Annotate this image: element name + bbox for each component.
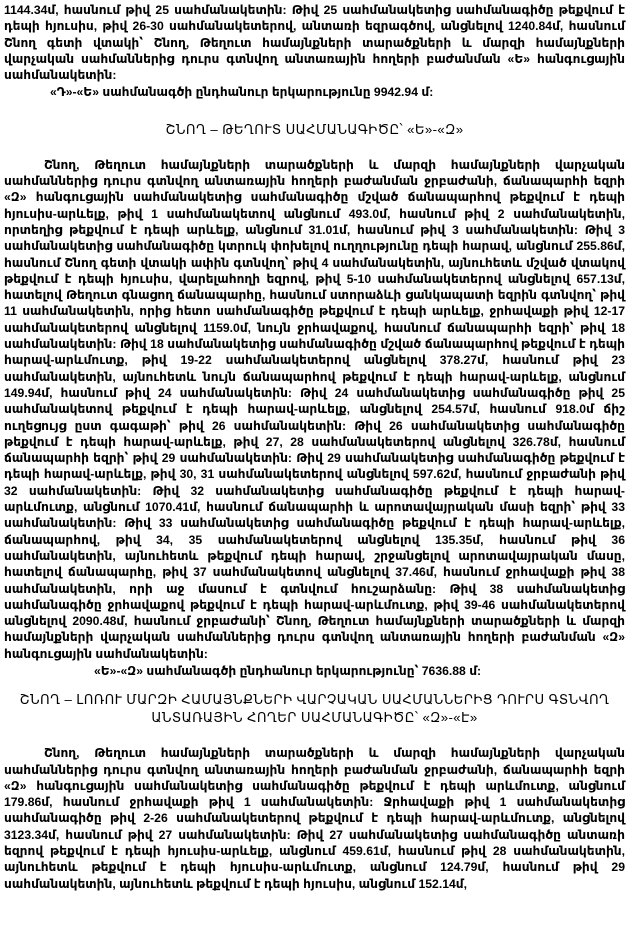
intro-paragraph: 1144.34մ, հասնում թիվ 25 սահմանակետին: Թիվ 25 սահմանակետից սահմանագիծը թեքվում է դեպի հյուսիս, թիվ 26-30 սահմանակետերով, անտառի եզրագծով, անցնելով 1240.84մ, հասնում Շնող գետի վտակի՝ Շնող, Թեղուտ համայնքների տարածքների և մարզի համայնքների վարչական սահմաններից դուրս գտնվող անտառային հողերի բաժանման «Ե» հանգուցային սահմանակետին: bbox=[4, 3, 625, 83]
intro-total-length: «Դ»-«Ե» սահմանագծի ընդհանուր երկարությունը 9942.94 մ: bbox=[50, 85, 434, 100]
spacer bbox=[4, 679, 625, 691]
section-1-paragraph: Շնող, Թեղուտ համայնքների տարածքների և մարզի համայնքների վարչական սահմաններից դուրս գտնվող անտառային հողերի բաժանման ջրբաժանի, ճանապարհի եզրի «Զ» հանգուցային սահմանակետից սահմանագիծը մշված ճանապարհով թեքվում է դեպի հյուսիս-արևելք, թիվ 1 սահմանակետով անցնում 493.0մ, հասնում թիվ 2 սահմանակետին, որտեղից թեքվում է դեպի արևելք, անցնում 31.01մ, հասնում թիվ 3 սահմանակետին: Թիվ 3 սահմանակետից սահմանագիծը կտրուկ փոխելով ուղղությունը դեպի հարավ, անցնում 255.86մ, հասնում Շնող գետի վտակի ափին գտնվող՝ թիվ 4 սահմանակետին, այնուհետև մշված վտակով թեքվում է դեպի հյուսիս, վարելահողի եզրով, թիվ 5-10 սահմանակետերով անցնելով 657.13մ, հատելով Թեղուտ գնացող ճանապարհը, հասնում ստորաձևի ցանկապատի եզրին գտնվող՝ թիվ 11 սահմանակետին, որից հետո սահմանագիծը թեքվում է դեպի արևելք, ջրհավաքի թիվ 12-17 սահմանակետերով անցնելով 1159.0մ, նույն ջրհավաքով, հասնում ճանապարհի եզրի՝ թիվ 18 սահմանակետին: Թիվ 18 սահմանակետից սահմանագիծը մշված ճանապարհով թեքվում է դեպի հարավ-արևմուտք, թիվ 19-22 սահմանակետերով անցնելով 378.27մ, հասնում թիվ 23 սահմանակետին, այնուհետև նույն ճանապարհով թեքվում է դեպի հարավ-արևելք, անցնում 149.94մ, հասնում թիվ 24 սահմանակետին: Թիվ 24 սահմանակետից սահմանագիծը թիվ 25 սահմանակետով թեքվում է դեպի հարավ-արևելք, անցնելով 254.57մ, հասնում 918.0մ ճիշ ուղեցույց ըստ գագաթի՝ թիվ 26 սահմանակետին: Թիվ 26 սահմանակետից սահմանագիծը թեքվում է դեպի հարավ-արևելք, թիվ 27, 28 սահմանակետերով անցնելով 326.78մ, հասնում ճանապարհի եզրի՝ թիվ 29 սահմանակետին: Թիվ 29 սահմանակետից սահմանագիծը թեքվում է դեպի հարավ-արևելք, թիվ 30, 31 սահմանակետերով անցնելով 597.62մ, հասնում ջրբաժանի թիվ 32 սահմանակետին: Թիվ 32 սահմանակետից սահմանագիծը թեքվում է դեպի հարավ-արևմուտք, անցնում 1070.41մ, հասնում ճանապարհի և արոտավայրական մասի եզրի՝ թիվ 33 սահմանակետին: Թիվ 33 սահմանակետից սահմանագիծը թեքվում է դեպի հարավ-արևելք, ճանապարհով, թիվ 34, 35 սահմանակետերով անցնելով 135.35մ, հասնում թիվ 36 սահմանակետին, այնուհետև թեքվում դեպի հարավ, շրջանցելով արոտավայրական մասը, հատելով ճանապարհը, թիվ 37 սահմանակետով անցնելով 37.46մ, հասնում ջրհավաքի թիվ 38 սահմանակետին, որի աջ մասում է գտնվում հուշարձանը: Թիվ 38 սահմանակետից սահմանագիծը ջրհավաքով թեքվում է դեպի հարավ-արևմուտք, թիվ 39-46 սահմանակետերով անցնելով 2090.48մ, հասնում ջրբաժանի՝ Շնող, Թեղուտ համայնքների տարածքների և մարզի համայնքների վարչական սահմաններից դուրս գտնվող անտառային հողերի բաժանման «Զ» հանգուցային սահմանակետին: bbox=[4, 157, 625, 661]
spacer bbox=[4, 727, 625, 745]
section-2-paragraph: Շնող, Թեղուտ համայնքների տարածքների և մարզի համայնքների վարչական սահմաններից դուրս գտնվող անտառային հողերի բաժանման ջրբաժանի, ճանապարհի եզրի «Զ» հանգուցային սահմանակետից սահմանագիծը թեքվում է դեպի արևմուտք, անցնում 179.86մ, հասնում ջրհավաքի թիվ 1 սահմանակետին: Ջրհավաքի թիվ 1 սահմանակետից սահմանագիծը թիվ 2-26 սահմանակետերով թեքվում է դեպի հարավ-արևմուտք, անցնելով 3123.34մ, հասնում թիվ 27 սահմանակետին: Թիվ 27 սահմանակետից սահմանագիծը անտառի եզրով թեքվում է դեպի հյուսիս-արևելք, անցնում 459.61մ, հասնում թիվ 28 սահմանակետին, այնուհետև թեքվում է դեպի հյուսիս-արևմուտք, անցնում 124.79մ, հասնում թիվ 29 սահմանակետին, այնուհետև թեքվում է դեպի հյուսիս, անցնում 152.14մ, bbox=[4, 746, 625, 891]
section-1-total-length: «Ե»-«Զ» սահմանագծի ընդհանուր երկարությունը՝ 7636.88 մ: bbox=[94, 663, 482, 678]
spacer bbox=[4, 101, 625, 121]
spacer bbox=[4, 139, 625, 157]
section-2-heading-line-2: ԱՆՏԱՌԱՅԻՆ ՀՈՂԵՐ ՍԱՀՄԱՆԱԳԻԾԸ՝ «Զ»-«Է» bbox=[151, 710, 478, 726]
section-1-heading: ՇՆՈՂ – ԹԵՂՈՒՏ ՍԱՀՄԱՆԱԳԻԾԸ՝ «Ե»-«Զ» bbox=[165, 121, 464, 137]
section-2-heading-line-1: ՇՆՈՂ – ԼՈՌՈՒ ՄԱՐԶԻ ՀԱՄԱՅՆՔՆԵՐԻ ՎԱՐՉԱԿԱՆ ՍԱՀՄԱՆՆԵՐԻՑ ԴՈՒՐՍ ԳՏՆՎՈՂ bbox=[19, 692, 610, 708]
document-page bbox=[4, 2, 625, 892]
